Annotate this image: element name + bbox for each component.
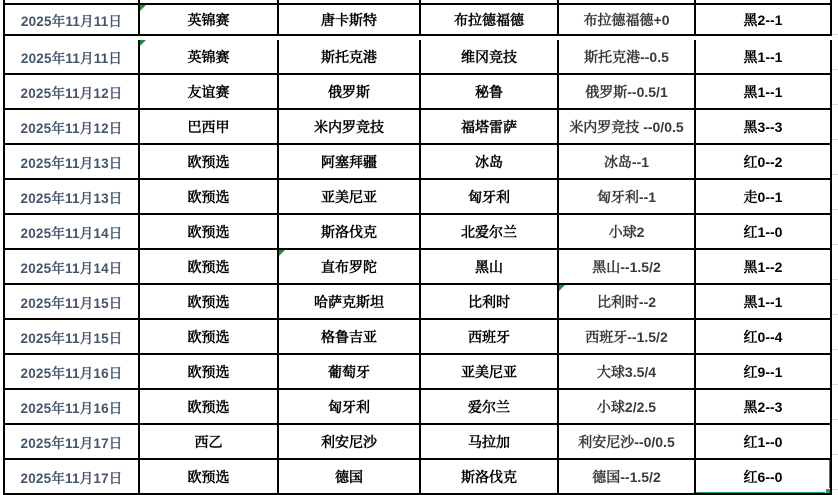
cell-away-row-11[interactable]: 亚美尼亚 xyxy=(421,355,559,390)
gridline-stub xyxy=(419,491,421,495)
cell-home-row-13[interactable]: 利安尼沙 xyxy=(279,425,421,460)
cell-handicap-row-2[interactable]: 斯托克港--0.5 xyxy=(559,40,696,75)
cell-league-row-7[interactable]: 欧预选 xyxy=(140,215,279,250)
cell-away-row-12[interactable]: 爱尔兰 xyxy=(421,390,559,425)
cell-date-row-13[interactable]: 2025年11月17日 xyxy=(5,425,140,460)
cell-result-row-10[interactable]: 红0--4 xyxy=(696,320,832,355)
cell-league-row-12[interactable]: 欧预选 xyxy=(140,390,279,425)
faint-gridline xyxy=(832,244,838,245)
cell-home-row-14[interactable]: 德国 xyxy=(279,460,421,495)
gridline-stub xyxy=(3,0,5,3)
cell-result-row-8[interactable]: 黑1--2 xyxy=(696,250,832,285)
cell-date-row-5[interactable]: 2025年11月13日 xyxy=(5,145,140,180)
cell-result-row-14[interactable]: 红6--0 xyxy=(696,460,832,495)
gridline-stub xyxy=(694,491,696,495)
faint-gridline xyxy=(832,454,838,455)
cell-date-row-10[interactable]: 2025年11月15日 xyxy=(5,320,140,355)
gridline-stub xyxy=(138,0,140,3)
cell-league-row-11[interactable]: 欧预选 xyxy=(140,355,279,390)
cell-away-row-1[interactable]: 布拉德福德 xyxy=(421,5,559,36)
cell-league-row-6[interactable]: 欧预选 xyxy=(140,180,279,215)
cell-home-row-6[interactable]: 亚美尼亚 xyxy=(279,180,421,215)
cell-date-row-11[interactable]: 2025年11月16日 xyxy=(5,355,140,390)
faint-gridline xyxy=(832,489,838,490)
cell-home-row-5[interactable]: 阿塞拜疆 xyxy=(279,145,421,180)
faint-gridline xyxy=(832,314,838,315)
cell-handicap-row-12[interactable]: 小球2/2.5 xyxy=(559,390,696,425)
cell-away-row-8[interactable]: 黑山 xyxy=(421,250,559,285)
faint-gridline xyxy=(832,279,838,280)
cell-handicap-row-14[interactable]: 德国--1.5/2 xyxy=(559,460,696,495)
cell-handicap-row-1[interactable]: 布拉德福德+0 xyxy=(559,5,696,36)
cell-handicap-row-9[interactable]: 比利时--2 xyxy=(559,285,696,320)
cell-result-row-11[interactable]: 红9--1 xyxy=(696,355,832,390)
gridline-stub xyxy=(3,491,5,495)
cell-away-row-2[interactable]: 维冈竞技 xyxy=(421,40,559,75)
gridline-stub xyxy=(557,0,559,3)
cell-handicap-row-5[interactable]: 冰岛--1 xyxy=(559,145,696,180)
cell-away-row-5[interactable]: 冰岛 xyxy=(421,145,559,180)
cell-league-row-4[interactable]: 巴西甲 xyxy=(140,110,279,145)
faint-gridline xyxy=(832,104,838,105)
cell-home-row-9[interactable]: 哈萨克斯坦 xyxy=(279,285,421,320)
cell-date-row-9[interactable]: 2025年11月15日 xyxy=(5,285,140,320)
cell-away-row-7[interactable]: 北爱尔兰 xyxy=(421,215,559,250)
cell-home-row-2[interactable]: 斯托克港 xyxy=(279,40,421,75)
gridline-stub xyxy=(694,0,696,3)
cell-result-row-5[interactable]: 红0--2 xyxy=(696,145,832,180)
faint-gridline xyxy=(832,349,838,350)
cell-home-row-8[interactable]: 直布罗陀 xyxy=(279,250,421,285)
cell-date-row-3[interactable]: 2025年11月12日 xyxy=(5,75,140,110)
gridline-stub xyxy=(830,491,832,495)
cell-handicap-row-13[interactable]: 利安尼沙--0/0.5 xyxy=(559,425,696,460)
cell-note-indicator-icon xyxy=(140,40,146,46)
cell-date-row-4[interactable]: 2025年11月12日 xyxy=(5,110,140,145)
cell-away-row-10[interactable]: 西班牙 xyxy=(421,320,559,355)
cell-result-row-1[interactable]: 黑2--1 xyxy=(696,5,832,36)
cell-away-row-6[interactable]: 匈牙利 xyxy=(421,180,559,215)
cell-result-row-6[interactable]: 走0--1 xyxy=(696,180,832,215)
cell-handicap-row-7[interactable]: 小球2 xyxy=(559,215,696,250)
cell-date-row-12[interactable]: 2025年11月16日 xyxy=(5,390,140,425)
cell-note-indicator-icon xyxy=(140,5,146,11)
faint-gridline xyxy=(832,174,838,175)
betting-record-table xyxy=(3,3,832,495)
cell-league-row-14[interactable]: 欧预选 xyxy=(140,460,279,495)
cell-league-row-13[interactable]: 西乙 xyxy=(140,425,279,460)
cell-date-row-1[interactable]: 2025年11月11日 xyxy=(5,5,140,36)
faint-gridline xyxy=(832,419,838,420)
faint-gridline xyxy=(832,139,838,140)
cell-result-row-12[interactable]: 黑2--3 xyxy=(696,390,832,425)
selection-border xyxy=(696,460,832,495)
cell-away-row-3[interactable]: 秘鲁 xyxy=(421,75,559,110)
gridline-stub xyxy=(419,0,421,3)
cell-league-row-10[interactable]: 欧预选 xyxy=(140,320,279,355)
gridline-stub xyxy=(277,0,279,3)
cell-date-row-7[interactable]: 2025年11月14日 xyxy=(5,215,140,250)
cell-note-indicator-icon xyxy=(279,250,285,256)
cell-away-row-9[interactable]: 比利时 xyxy=(421,285,559,320)
cell-handicap-row-4[interactable]: 米内罗竞技 --0/0.5 xyxy=(559,110,696,145)
cell-league-row-2[interactable]: 英锦赛 xyxy=(140,40,279,75)
cell-away-row-14[interactable]: 斯洛伐克 xyxy=(421,460,559,495)
gridline-stub xyxy=(830,0,832,3)
cell-date-row-2[interactable]: 2025年11月11日 xyxy=(5,40,140,75)
cell-league-row-9[interactable]: 欧预选 xyxy=(140,285,279,320)
cell-away-row-13[interactable]: 马拉加 xyxy=(421,425,559,460)
faint-gridline xyxy=(832,69,838,70)
cell-handicap-row-10[interactable]: 西班牙--1.5/2 xyxy=(559,320,696,355)
cell-league-row-8[interactable]: 欧预选 xyxy=(140,250,279,285)
cell-home-row-10[interactable]: 格鲁吉亚 xyxy=(279,320,421,355)
faint-gridline xyxy=(832,34,838,35)
cell-league-row-1[interactable]: 英锦赛 xyxy=(140,5,279,36)
cell-league-row-3[interactable]: 友谊赛 xyxy=(140,75,279,110)
cell-away-row-4[interactable]: 福塔雷萨 xyxy=(421,110,559,145)
faint-gridline xyxy=(832,384,838,385)
cell-league-row-5[interactable]: 欧预选 xyxy=(140,145,279,180)
cell-home-row-7[interactable]: 斯洛伐克 xyxy=(279,215,421,250)
cell-note-indicator-icon xyxy=(559,285,565,291)
cell-handicap-row-3[interactable]: 俄罗斯--0.5/1 xyxy=(559,75,696,110)
cell-home-row-11[interactable]: 葡萄牙 xyxy=(279,355,421,390)
cell-handicap-row-6[interactable]: 匈牙利--1 xyxy=(559,180,696,215)
cell-handicap-row-11[interactable]: 大球3.5/4 xyxy=(559,355,696,390)
cell-handicap-row-8[interactable]: 黑山--1.5/2 xyxy=(559,250,696,285)
cell-result-row-13[interactable]: 红1--0 xyxy=(696,425,832,460)
cell-date-row-14[interactable]: 2025年11月17日 xyxy=(5,460,140,495)
cell-date-row-8[interactable]: 2025年11月14日 xyxy=(5,250,140,285)
gridline-stub xyxy=(277,491,279,495)
cell-result-row-4[interactable]: 黑3--3 xyxy=(696,110,832,145)
cell-date-row-6[interactable]: 2025年11月13日 xyxy=(5,180,140,215)
cell-home-row-3[interactable]: 俄罗斯 xyxy=(279,75,421,110)
cell-result-row-7[interactable]: 红1--0 xyxy=(696,215,832,250)
cell-home-row-12[interactable]: 匈牙利 xyxy=(279,390,421,425)
cell-home-row-1[interactable]: 唐卡斯特 xyxy=(279,5,421,36)
cell-result-row-2[interactable]: 黑1--1 xyxy=(696,40,832,75)
cell-home-row-4[interactable]: 米内罗竞技 xyxy=(279,110,421,145)
gridline-stub xyxy=(138,491,140,495)
cell-result-row-3[interactable]: 黑1--1 xyxy=(696,75,832,110)
cell-result-row-9[interactable]: 黑1--1 xyxy=(696,285,832,320)
faint-gridline xyxy=(832,209,838,210)
gridline-stub xyxy=(557,491,559,495)
